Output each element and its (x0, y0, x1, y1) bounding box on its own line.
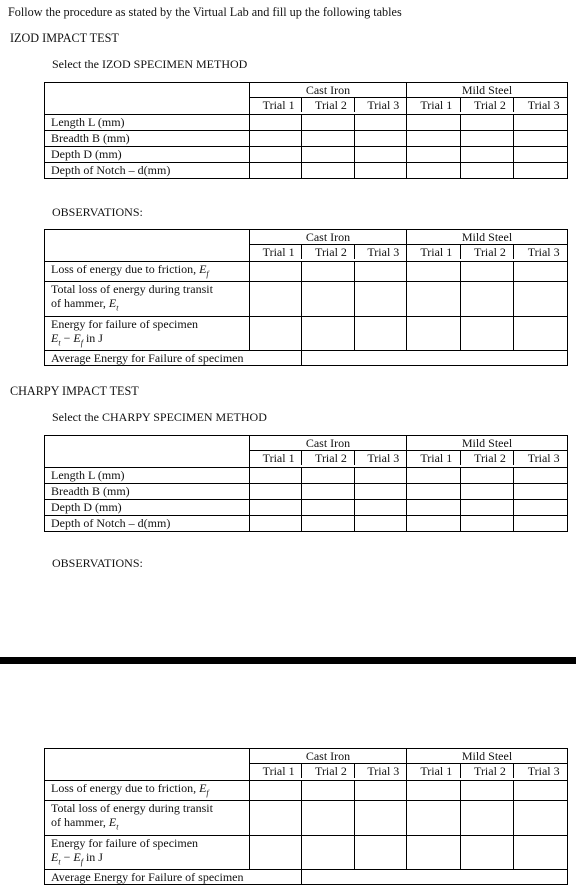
entry-cell[interactable] (302, 316, 355, 350)
entry-cell[interactable] (355, 147, 407, 163)
entry-cell[interactable] (302, 781, 355, 801)
header-blank (45, 749, 250, 781)
entry-cell[interactable] (355, 468, 407, 484)
izod-observation-table (44, 229, 568, 366)
row-label: Depth of Notch – d(mm) (45, 516, 250, 532)
trial-header: Trial 2 (302, 245, 354, 260)
entry-cell-average[interactable] (302, 870, 568, 885)
charpy-title: CHARPY IMPACT TEST (10, 384, 139, 398)
trial-header: Trial 3 (354, 98, 406, 113)
row-label: Depth of Notch – d(mm) (45, 163, 250, 179)
entry-cell[interactable] (250, 500, 302, 516)
entry-cell[interactable] (461, 781, 514, 801)
entry-cell[interactable] (250, 282, 302, 316)
row-label: Length L (mm) (45, 115, 250, 131)
entry-cell[interactable] (514, 500, 568, 516)
entry-cell[interactable] (250, 781, 302, 801)
entry-cell[interactable] (302, 801, 355, 835)
entry-cell[interactable] (355, 115, 407, 131)
cast-iron-header: Cast Iron Trial 1 Trial 2 Trial 3 (250, 749, 407, 781)
mild-steel-header: Mild Steel Trial 1 Trial 2 Trial 3 (407, 436, 568, 468)
entry-cell[interactable] (250, 147, 302, 163)
entry-cell[interactable] (302, 147, 355, 163)
charpy-specimen-table (44, 435, 568, 532)
entry-cell[interactable] (514, 316, 568, 350)
header-blank (45, 83, 250, 115)
entry-cell[interactable] (461, 516, 514, 532)
row-label: Breadth B (mm) (45, 484, 250, 500)
entry-cell[interactable] (461, 262, 514, 282)
izod-select-label: Select the IZOD SPECIMEN METHOD (52, 57, 248, 71)
entry-cell[interactable] (355, 801, 407, 835)
mild-steel-header: Mild Steel Trial 1 Trial 2 Trial 3 (407, 83, 568, 115)
trial-header: Trial 2 (460, 245, 514, 260)
entry-cell[interactable] (514, 147, 568, 163)
entry-cell[interactable] (407, 131, 461, 147)
entry-cell[interactable] (461, 147, 514, 163)
entry-cell[interactable] (250, 516, 302, 532)
entry-cell[interactable] (250, 131, 302, 147)
entry-cell[interactable] (514, 801, 568, 835)
entry-cell[interactable] (302, 262, 355, 282)
entry-cell[interactable] (250, 468, 302, 484)
entry-cell[interactable] (461, 163, 514, 179)
trial-header: Trial 1 (407, 451, 460, 466)
entry-cell[interactable] (407, 781, 461, 801)
page-break-bar (0, 657, 576, 664)
cast-iron-header: Cast Iron Trial 1 Trial 2 Trial 3 (250, 436, 407, 468)
entry-cell[interactable] (355, 282, 407, 316)
entry-cell[interactable] (514, 781, 568, 801)
entry-cell[interactable] (302, 282, 355, 316)
trial-header: Trial 3 (354, 764, 406, 779)
entry-cell[interactable] (302, 468, 355, 484)
entry-cell[interactable] (355, 835, 407, 869)
entry-cell[interactable] (355, 484, 407, 500)
trial-header: Trial 1 (250, 451, 302, 466)
charpy-select-label: Select the CHARPY SPECIMEN METHOD (52, 410, 267, 424)
entry-cell[interactable] (514, 262, 568, 282)
row-label: Depth D (mm) (45, 147, 250, 163)
mild-steel-header: Mild Steel Trial 1 Trial 2 Trial 3 (407, 749, 568, 781)
trial-header: Trial 1 (407, 98, 460, 113)
entry-cell[interactable] (250, 316, 302, 350)
header-blank (45, 230, 250, 262)
entry-cell[interactable] (514, 835, 568, 869)
entry-cell[interactable] (250, 115, 302, 131)
row-label-average-energy: Average Energy for Failure of specimen (45, 870, 302, 885)
entry-cell[interactable] (407, 316, 461, 350)
entry-cell[interactable] (302, 835, 355, 869)
trial-header: Trial 3 (514, 451, 567, 466)
entry-cell[interactable] (407, 484, 461, 500)
entry-cell[interactable] (407, 282, 461, 316)
row-label-transit-loss: Total loss of energy during transit of hammer, $E_t$ (45, 282, 250, 316)
row-label-average-energy: Average Energy for Failure of specimen (45, 351, 302, 366)
entry-cell[interactable] (302, 115, 355, 131)
row-label-friction-loss: Loss of energy due to friction, $E_f$ (45, 262, 250, 282)
entry-cell[interactable] (407, 516, 461, 532)
entry-cell[interactable] (250, 835, 302, 869)
entry-cell[interactable] (407, 147, 461, 163)
entry-cell[interactable] (407, 468, 461, 484)
entry-cell[interactable] (355, 262, 407, 282)
entry-cell[interactable] (461, 801, 514, 835)
entry-cell[interactable] (407, 115, 461, 131)
izod-title: IZOD IMPACT TEST (10, 31, 119, 45)
trial-header: Trial 2 (302, 451, 354, 466)
entry-cell-average[interactable] (302, 351, 568, 366)
row-label-friction-loss: Loss of energy due to friction, $E_f$ (45, 781, 250, 801)
entry-cell[interactable] (355, 316, 407, 350)
trial-header: Trial 2 (460, 764, 514, 779)
entry-cell[interactable] (407, 262, 461, 282)
entry-cell[interactable] (407, 801, 461, 835)
entry-cell[interactable] (250, 262, 302, 282)
entry-cell[interactable] (250, 801, 302, 835)
entry-cell[interactable] (250, 163, 302, 179)
entry-cell[interactable] (514, 484, 568, 500)
entry-cell[interactable] (461, 835, 514, 869)
entry-cell[interactable] (514, 282, 568, 316)
row-label-failure-energy: Energy for failure of specimen $E_t - E_f$ in J (45, 835, 250, 869)
trial-header: Trial 2 (302, 98, 354, 113)
trial-header: Trial 3 (514, 764, 567, 779)
entry-cell[interactable] (514, 516, 568, 532)
instructions-text: Follow the procedure as stated by the Virtual Lab and fill up the following tables (8, 5, 402, 19)
entry-cell[interactable] (407, 163, 461, 179)
entry-cell[interactable] (514, 468, 568, 484)
entry-cell[interactable] (514, 115, 568, 131)
izod-specimen-table (44, 82, 568, 179)
entry-cell[interactable] (514, 163, 568, 179)
row-label: Depth D (mm) (45, 500, 250, 516)
entry-cell[interactable] (407, 835, 461, 869)
entry-cell[interactable] (461, 484, 514, 500)
entry-cell[interactable] (461, 131, 514, 147)
header-blank (45, 436, 250, 468)
trial-header: Trial 2 (460, 98, 514, 113)
trial-header: Trial 3 (514, 245, 567, 260)
charpy-observations-label: OBSERVATIONS: (52, 556, 143, 570)
entry-cell[interactable] (461, 468, 514, 484)
entry-cell[interactable] (461, 282, 514, 316)
trial-header: Trial 1 (250, 245, 302, 260)
entry-cell[interactable] (302, 500, 355, 516)
trial-header: Trial 1 (250, 764, 302, 779)
entry-cell[interactable] (250, 484, 302, 500)
trial-header: Trial 1 (407, 764, 460, 779)
trial-header: Trial 1 (250, 98, 302, 113)
row-label: Length L (mm) (45, 468, 250, 484)
entry-cell[interactable] (514, 131, 568, 147)
entry-cell[interactable] (355, 516, 407, 532)
charpy-observation-table (44, 748, 568, 885)
entry-cell[interactable] (355, 500, 407, 516)
entry-cell[interactable] (302, 163, 355, 179)
entry-cell[interactable] (461, 316, 514, 350)
mild-steel-header: Mild Steel Trial 1 Trial 2 Trial 3 (407, 230, 568, 262)
entry-cell[interactable] (461, 500, 514, 516)
entry-cell[interactable] (302, 516, 355, 532)
trial-header: Trial 2 (302, 764, 354, 779)
row-label-transit-loss: Total loss of energy during transit of hammer, $E_t$ (45, 801, 250, 835)
entry-cell[interactable] (355, 131, 407, 147)
trial-header: Trial 2 (460, 451, 514, 466)
cast-iron-header: Cast Iron Trial 1 Trial 2 Trial 3 (250, 230, 407, 262)
entry-cell[interactable] (355, 163, 407, 179)
trial-header: Trial 3 (354, 451, 406, 466)
entry-cell[interactable] (461, 115, 514, 131)
trial-header: Trial 3 (514, 98, 567, 113)
entry-cell[interactable] (302, 131, 355, 147)
entry-cell[interactable] (355, 781, 407, 801)
row-label-failure-energy: Energy for failure of specimen $E_t - E_f$ in J (45, 316, 250, 350)
entry-cell[interactable] (302, 484, 355, 500)
trial-header: Trial 1 (407, 245, 460, 260)
cast-iron-header: Cast Iron Trial 1 Trial 2 Trial 3 (250, 83, 407, 115)
entry-cell[interactable] (407, 500, 461, 516)
izod-observations-label: OBSERVATIONS: (52, 205, 143, 219)
trial-header: Trial 3 (354, 245, 406, 260)
row-label: Breadth B (mm) (45, 131, 250, 147)
